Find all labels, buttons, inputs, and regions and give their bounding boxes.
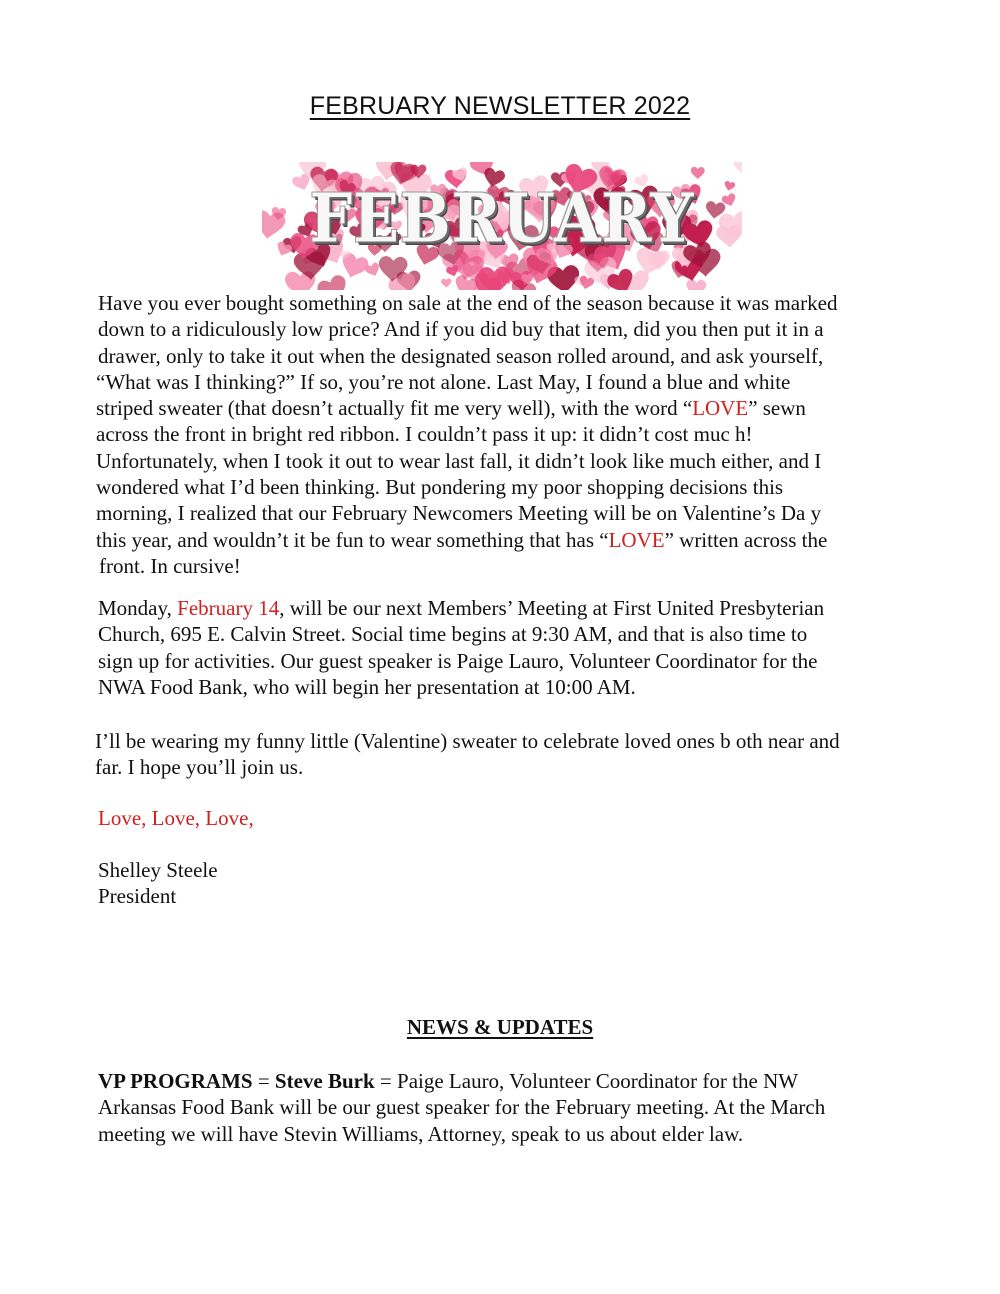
meeting-date: February 14 (177, 596, 280, 620)
news-line: Arkansas Food Bank will be our guest speaker for the February meeting. At the March (98, 1095, 826, 1120)
heart-icon (691, 167, 705, 179)
intro-line: across the front in bright red ribbon. I couldn’t pass it up: it didn’t cost muc h! (96, 422, 753, 447)
meeting-line (98, 595, 928, 621)
intro-line (96, 395, 926, 421)
news-line (98, 1068, 928, 1094)
intro-text: ” written across the (664, 527, 828, 552)
heart-icon (441, 278, 452, 288)
closing-line: far. I hope you’ll join us. (95, 755, 304, 780)
closing-paragraph (95, 728, 925, 781)
signoff: Love, Love, Love, (98, 806, 254, 830)
heart-icon (315, 273, 352, 290)
newsletter-title: FEBRUARY NEWSLETTER 2022 (309, 92, 691, 120)
news-paragraph (98, 1068, 928, 1147)
banner-word: FEBRUARY (309, 179, 695, 259)
news-line: meeting we will have Stevin Williams, Attorney, speak to us about elder law. (98, 1121, 744, 1146)
intro-line: morning, I realized that our February Newcomers Meeting will be on Valentine’s Da y (96, 501, 822, 526)
intro-line: “What was I thinking?” If so, you’re not alone. Last May, I found a blue and white (96, 369, 791, 394)
intro-line: wondered what I’d been thinking. But pondering my poor shopping decisions this (96, 475, 784, 500)
love-word: LOVE (608, 527, 665, 552)
intro-line: drawer, only to take it out when the designated season rolled around, and ask yourself, (98, 343, 824, 368)
intro-paragraph (96, 290, 926, 579)
signature-name: Shelley Steele (98, 858, 218, 882)
signature-role: President (98, 884, 177, 909)
news-text: = Paige Lauro, Volunteer Coordinator for the NW (374, 1069, 799, 1093)
intro-text: striped sweater (that doesn’t actually fit me very well), with the word “ (96, 396, 693, 421)
news-text: = (252, 1069, 275, 1093)
february-hearts-banner (262, 162, 742, 290)
closing-line: I’ll be wearing my funny little (Valentine) sweater to celebrate loved ones b oth near and (95, 729, 840, 753)
meeting-line: sign up for activities. Our guest speaker is Paige Lauro, Volunteer Coordinator for the (98, 648, 818, 673)
heart-icon (686, 279, 706, 290)
signature-block (98, 857, 928, 910)
intro-line (96, 527, 926, 553)
news-heading: NEWS & UPDATES (406, 1015, 594, 1039)
meeting-paragraph (98, 595, 928, 700)
vp-label: VP PROGRAMS (98, 1069, 253, 1093)
intro-line: down to a ridiculously low price? And if you did buy that item, did you then put it in a (98, 317, 824, 342)
intro-text: ” sewn (748, 396, 806, 421)
intro-line: Have you ever bought something on sale at the end of the season because it was marked (98, 291, 838, 315)
intro-line: Unfortunately, when I took it out to wear last fall, it didn’t look like much either, and I (96, 448, 822, 473)
heart-icon (733, 162, 742, 173)
meeting-line: Church, 695 E. Calvin Street. Social time begins at 9:30 AM, and that is also time to (98, 622, 808, 647)
meeting-text: Monday, (98, 596, 178, 620)
meeting-line: NWA Food Bank, who will begin her presentation at 10:00 AM. (98, 674, 636, 699)
love-word: LOVE (692, 396, 749, 421)
meeting-text: , will be our next Members’ Meeting at First United Presbyterian (279, 596, 825, 620)
intro-text: this year, and wouldn’t it be fun to wear something that has “ (96, 527, 609, 552)
intro-line: front. In cursive! (99, 553, 241, 578)
vp-name: Steve Burk (274, 1069, 375, 1093)
